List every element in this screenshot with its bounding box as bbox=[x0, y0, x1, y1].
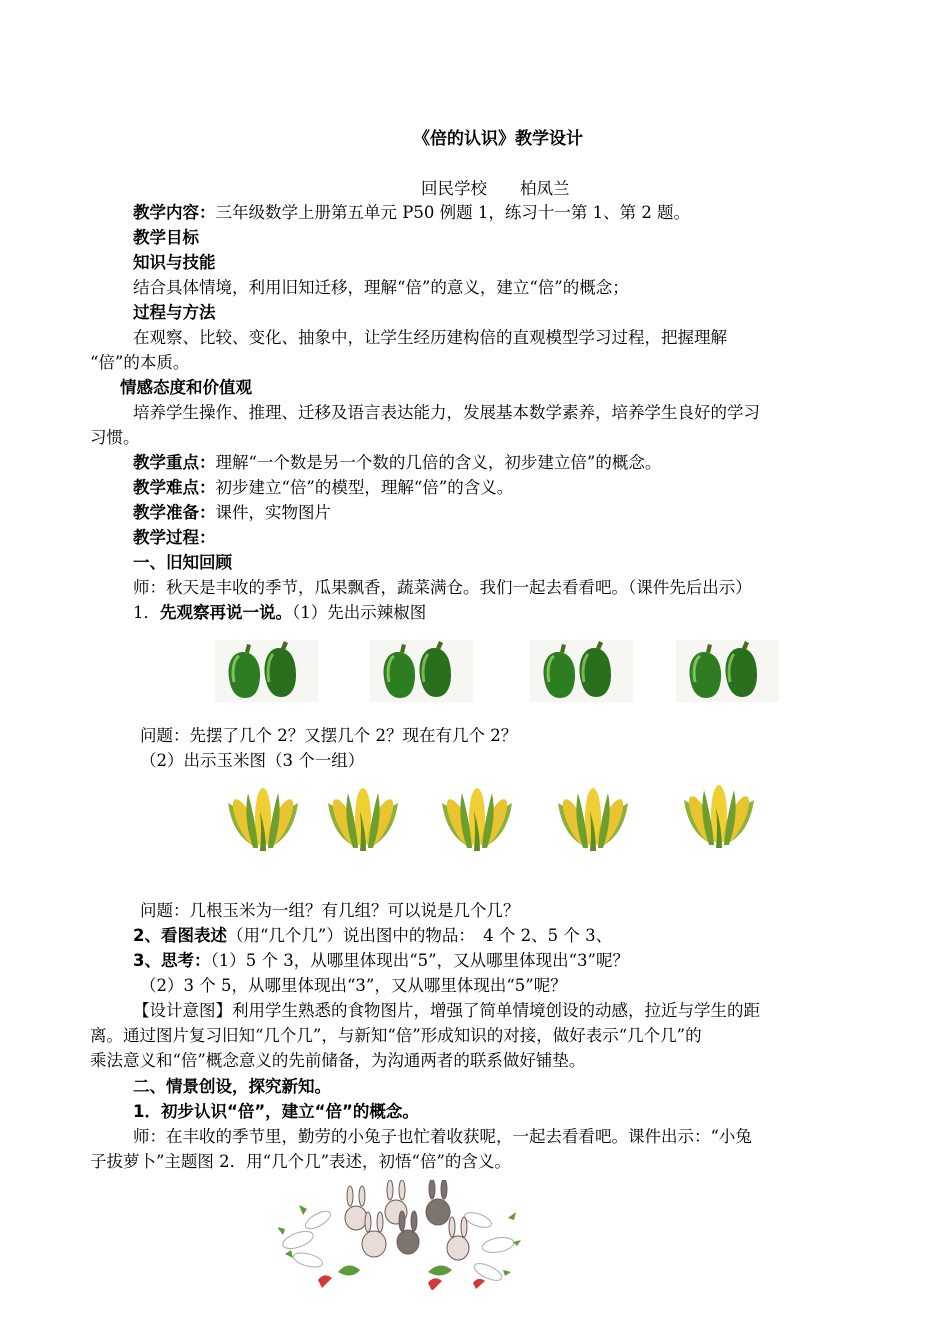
design-intent-1: 【设计意图】利用学生熟悉的食物图片，增强了简单情境创设的动感，拉近与学生的距 bbox=[133, 1001, 760, 1020]
corn-image-1 bbox=[218, 783, 308, 853]
step3-bold: 3、思考： bbox=[133, 951, 211, 970]
corn-image-5 bbox=[674, 780, 764, 850]
step1-rest: （1）先出示辣椒图 bbox=[292, 603, 427, 622]
corn-image-4 bbox=[548, 783, 638, 853]
corn-image-3 bbox=[432, 783, 522, 853]
key-point-line bbox=[133, 452, 661, 474]
diff-label: 教学难点： bbox=[133, 478, 216, 497]
step1-line bbox=[133, 602, 426, 624]
knowledge-heading: 知识与技能 bbox=[133, 253, 216, 272]
design-intent-3: 乘法意义和“倍”概念意义的先前储备，为沟通两者的联系做好铺垫。 bbox=[90, 1051, 586, 1070]
key-label: 教学重点： bbox=[133, 453, 216, 472]
content-text: 三年级数学上册第五单元 P50 例题 1，练习十一第 1、第 2 题。 bbox=[215, 203, 691, 222]
step2-line bbox=[133, 925, 612, 947]
prep-label: 教学准备： bbox=[133, 503, 216, 522]
author-line: 回民学校 柏凤兰 bbox=[421, 179, 570, 198]
step1-number: 1． bbox=[133, 603, 160, 622]
content-label: 教学内容： bbox=[133, 203, 216, 222]
corn-intro: （2）出示玉米图（3 个一组） bbox=[140, 751, 365, 770]
step1-bold: 先观察再说一说。 bbox=[160, 603, 292, 622]
step3-rest: （1）5 个 3，从哪里体现出“5”，又从哪里体现出“3”呢？ bbox=[210, 951, 629, 970]
key-text: 理解“一个数是另一个数的几倍的含义，初步建立倍”的概念。 bbox=[215, 453, 662, 472]
pepper-icon bbox=[530, 640, 633, 702]
emotion-text-2: 习惯。 bbox=[90, 428, 140, 447]
corn-image-2 bbox=[318, 783, 408, 853]
pepper-icon bbox=[676, 640, 779, 702]
pepper-image-1 bbox=[215, 640, 318, 702]
procedure-heading: 教学过程： bbox=[133, 528, 216, 547]
section2-heading: 二、情景创设，探究新知。 bbox=[133, 1077, 331, 1096]
step2-rest: （用“几个几”）说出图中的物品： 4 个 2、5 个 3、 bbox=[226, 926, 613, 945]
content-line bbox=[133, 202, 690, 224]
emotion-text-1: 培养学生操作、推理、迁移及语言表达能力，发展基本数学素养，培养学生良好的学习 bbox=[133, 403, 760, 422]
diff-text: 初步建立“倍”的模型，理解“倍”的含义。 bbox=[215, 478, 514, 497]
difficulty-line bbox=[133, 477, 513, 499]
process-text-2: “倍”的本质。 bbox=[90, 353, 190, 372]
prep-text: 课件，实物图片 bbox=[215, 503, 331, 522]
prep-line bbox=[133, 502, 331, 524]
section1-heading: 一、旧知回顾 bbox=[133, 553, 232, 572]
document-title: 《倍的认识》教学设计 bbox=[413, 129, 583, 149]
question-3: 问题：几根玉米为一组？有几组？可以说是几个几？ bbox=[140, 901, 520, 920]
question-1: 问题：先摆了几个 2？又摆几个 2？现在有几个 2？ bbox=[140, 726, 518, 745]
pepper-image-2 bbox=[370, 640, 473, 702]
goals-heading: 教学目标 bbox=[133, 228, 199, 247]
process-heading: 过程与方法 bbox=[133, 303, 216, 322]
design-intent-2: 离。通过图片复习旧知“几个几”，与新知“倍”形成知识的对接，做好表示“几个几”的 bbox=[90, 1026, 702, 1045]
section2-text-1: 师：在丰收的季节里，勤劳的小兔子也忙着收获呢，一起去看看吧。课件出示：“小兔 bbox=[133, 1127, 752, 1146]
section1-intro: 师：秋天是丰收的季节，瓜果飘香，蔬菜满仓。我们一起去看看吧。（课件先后出示） bbox=[133, 578, 752, 597]
rabbit-radish-image bbox=[278, 1180, 523, 1290]
pepper-image-4 bbox=[676, 640, 779, 702]
knowledge-text: 结合具体情境，利用旧知迁移，理解“倍”的意义，建立“倍”的概念； bbox=[133, 278, 629, 297]
section2-text-2: 子拔萝卜”主题图 2．用“几个几”表述，初悟“倍”的含义。 bbox=[90, 1152, 511, 1171]
step3-line-2: （2）3 个 5，从哪里体现出“3”，又从哪里体现出“5”呢？ bbox=[140, 976, 567, 995]
step2-bold: 2、看图表述 bbox=[133, 926, 227, 945]
section2-subheading: 1．初步认识“倍”，建立“倍”的概念。 bbox=[133, 1102, 419, 1121]
pepper-image-3 bbox=[530, 640, 633, 702]
step3-line bbox=[133, 950, 629, 972]
process-text-1: 在观察、比较、变化、抽象中，让学生经历建构倍的直观模型学习过程，把握理解 bbox=[133, 328, 727, 347]
pepper-icon bbox=[370, 640, 473, 702]
pepper-icon bbox=[215, 640, 318, 702]
emotion-heading: 情感态度和价值观 bbox=[120, 378, 252, 397]
